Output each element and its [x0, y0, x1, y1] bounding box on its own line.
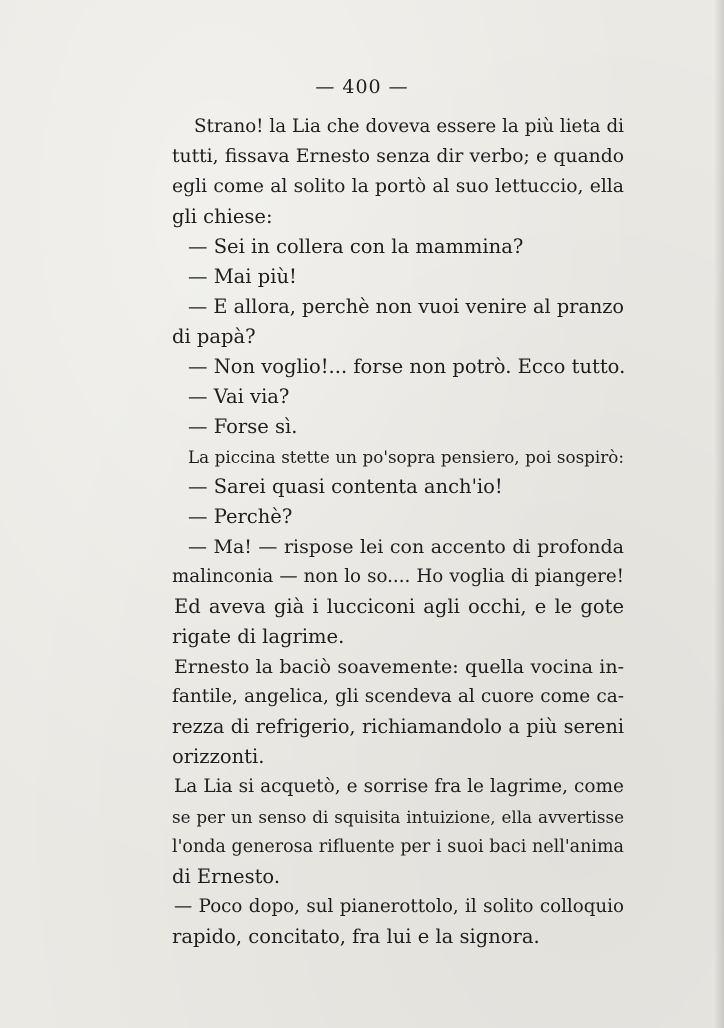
- text-line: — Sarei quasi contenta anch'io!: [188, 475, 503, 498]
- text-line: — Vai via?: [188, 385, 290, 408]
- text-line: se per un senso di squisita intuizione, ella avvertisse: [172, 807, 624, 827]
- text-line: — Forse sì.: [188, 415, 298, 438]
- text-line: l'onda generosa rifluente per i suoi baci nell'anima: [172, 837, 624, 857]
- text-line: — Non voglio!... forse non potrò. Ecco tutto.: [188, 355, 626, 378]
- text-line: La Lia si acquetò, e sorrise fra le lagrime, come: [174, 776, 624, 797]
- text-line: — Mai più!: [188, 265, 297, 288]
- text-line: di Ernesto.: [172, 865, 281, 888]
- text-line: — Poco dopo, sul pianerottolo, il solito colloquio: [174, 896, 624, 917]
- text-line: gli chiese:: [172, 205, 273, 228]
- text-line: — E allora, perchè non vuoi venire al pranzo: [188, 295, 624, 318]
- body-text: [172, 112, 624, 952]
- text-line: malinconia — non lo so.... Ho voglia di piangere!: [172, 566, 624, 587]
- text-line: rezza di refrigerio, richiamandolo a più sereni: [172, 715, 624, 738]
- text-line: — Perchè?: [188, 505, 293, 528]
- text-line: rigate di lagrime.: [172, 625, 345, 648]
- text-line: orizzonti.: [172, 745, 265, 768]
- page-edge-shadow: [714, 0, 724, 1028]
- text-line: — Sei in collera con la mammina?: [188, 235, 524, 258]
- text-line: fantile, angelica, gli scendeva al cuore come ca-: [172, 686, 624, 707]
- page-number: — 400 —: [315, 76, 409, 98]
- text-line: Strano! la Lia che doveva essere la più lieta di: [194, 116, 624, 137]
- text-line: rapido, concitato, fra lui e la signora.: [172, 925, 540, 948]
- text-line: La piccina stette un po'sopra pensiero, poi sospirò:: [188, 447, 624, 467]
- text-line: di papà?: [172, 325, 256, 348]
- text-line: — Ma! — rispose lei con accento di profonda: [188, 536, 624, 558]
- text-line: Ed aveva già i lucciconi agli occhi, e le gote: [174, 595, 624, 618]
- text-line: Ernesto la baciò soavemente: quella vocina in-: [174, 656, 624, 678]
- text-line: egli come al solito la portò al suo lettuccio, ella: [172, 176, 624, 197]
- text-line: tutti, fissava Ernesto senza dir verbo; e quando: [172, 146, 624, 167]
